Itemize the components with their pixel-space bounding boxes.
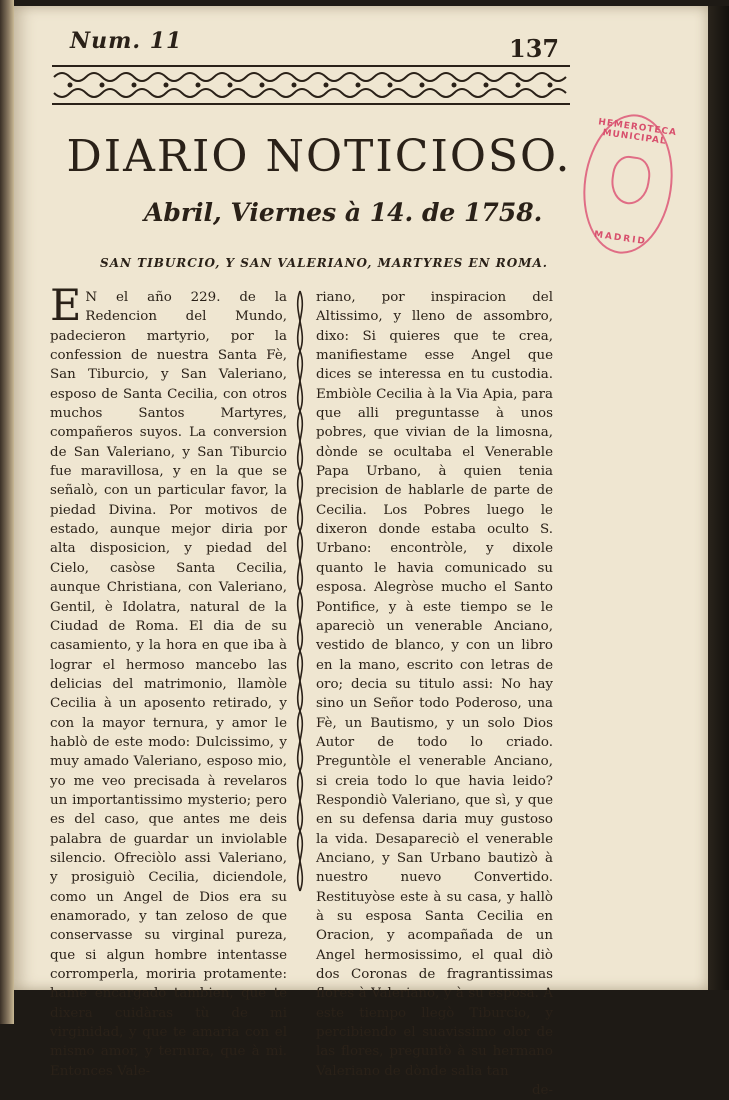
column-divider-ornament [290, 291, 310, 891]
page-number: 137 [509, 34, 560, 63]
date-line: Abril, Viernes à 14. de 1758. [144, 198, 543, 227]
article-column-right [316, 288, 553, 1100]
stamp-top-text: HEMEROTECA MUNICIPAL [597, 117, 678, 147]
newspaper-title: DIARIO NOTICIOSO. [66, 131, 572, 182]
ornamental-border [50, 61, 572, 109]
stamp-bottom-text: MADRID [593, 229, 648, 248]
library-stamp [575, 109, 682, 260]
newspaper-page [14, 6, 708, 1099]
article-paragraph: N el año 229. de la Redencion del Mundo, padecieron martyrio, por la confession de nuestra Santa Fè, San Tiburcio, y San Valeriano, esposo de Santa Cecilia, con otros muchos Santos Martyres, compañeros suyos. La conversion de San Valeriano, y San Tiburcio fue maravillosa, y en la que se señalò, con un particular favor, la piedad Divina. Por motivos de estado, aunque mejor diria por alta disposicion, y piedad del Cielo, casòse Santa Cecilia, aunque Christiana, con Valeriano, Gentil, è Idolatra, natural de la Ciudad de Roma. El dia de su casamiento, y la hora en que iba à lograr el hermoso mancebo las delicias del matrimonio, llamòle Cecilia à un aposento retirado, y con la mayor ternura, y amor le hablò de este modo: Dulcissimo, y muy amado Valeriano, esposo mio, yo me veo precisada à revelaros un importantissimo mysterio; pero es del caso, que antes me deis palabra de guardar un inviolable silencio. Ofreciòlo assi Valeriano, y prosiguiò Cecilia, diciendole, como un Angel de Dios era su enamorado, y tan zeloso de que conservasse su virginal pureza, que si algun hombre intentasse corromperla, moriria protamente: hame encargado tambien, que te dixera cuidàras tù de mi virginidad, y que te amaria con el mismo amor, y ternura, que à mi. Entonces Vale- [50, 290, 287, 1079]
drop-cap: E [50, 281, 82, 331]
stamp-seal-icon [608, 154, 652, 207]
book-spine [0, 0, 14, 1024]
page-edge-shadow [708, 6, 729, 990]
article-column-left [50, 281, 287, 1081]
article-subheading: SAN TIBURCIO, Y SAN VALERIANO, MARTYRES EN ROMA. [100, 256, 548, 270]
catchword: de- [531, 1083, 553, 1099]
article-paragraph: riano, por inspiracion del Altissimo, y lleno de assombro, dixo: Si quieres que te crea, manifiestame esse Angel que dices se interessa en tu custodia. Embiòle Cecilia à la Via Apia, para que alli preguntasse à unos pobres, que vivian de la limosna, dònde se ocultaba el Venerable Papa Urbano, à quien tenia precision de hablarle de parte de Cecilia. Los Pobres luego le dixeron donde estaba oculto S. Urbano: encontròle, y dixole quanto le havia comunicado su esposa. Alegròse mucho el Santo Pontifice, y à este tiempo se le apareciò un venerable Anciano, vestido de blanco, y con un libro en la mano, escrito con letras de oro; decia su titulo assi: No hay sino un Señor todo Poderoso, una Fè, un Bautismo, y un solo Dios Autor de todo lo criado. Preguntòle el venerable Anciano, si creia todo lo que havia leido? Respondiò Valeriano, que sì, y que en su defensa daria muy gustoso la vida. Desapareciò el venerable Anciano, y San Urbano bautizò à nuestro nuevo Convertido. Restituyòse este à su casa, y hallò à su esposa Santa Cecilia en Oracion, y acompañada de un Angel hermosissimo, el qual diò dos Coronas de fragrantissimas flores à Valeriano, y à su esposa. A este tiempo llegò Tiburcio, y percibiendo el suavissimo olor de las flores, preguntò à su hermano Valeriano de dònde salia tan [316, 290, 553, 1079]
issue-number: Num. 11 [70, 28, 183, 54]
